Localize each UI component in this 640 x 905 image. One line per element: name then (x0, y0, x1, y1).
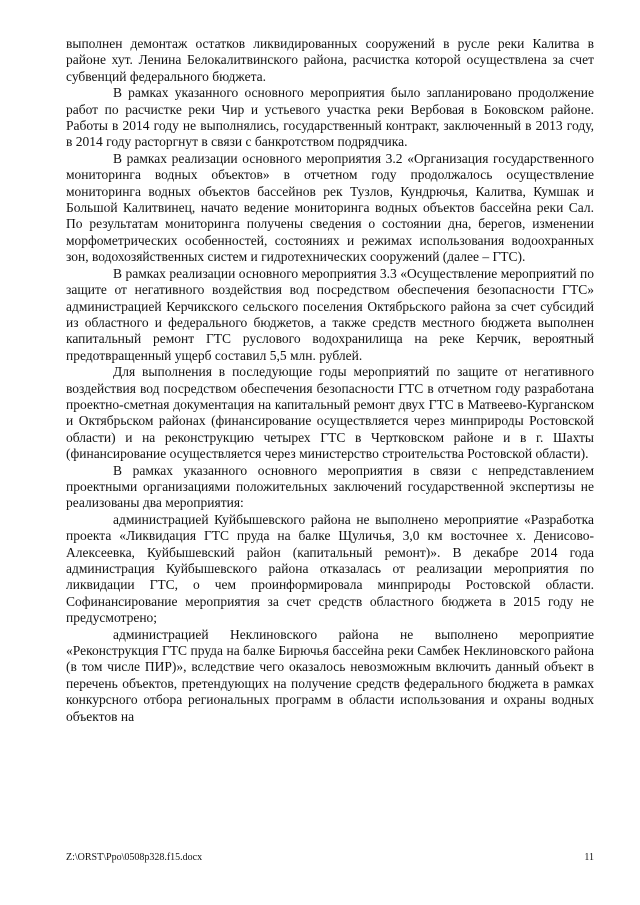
paragraph-not-implemented: В рамках указанного основного мероприятия в связи с непредставлением проектными организациями положительных заключений государственной экспертизы не реализованы два мероприятия: (66, 462, 594, 511)
paragraph-protection-3-3: В рамках реализации основного мероприятия 3.3 «Осуществление мероприятий по защите от негативного воздействия вод посредством обеспечения безопасности ГТС» администрацией Керчикского сельского поселения Октябрьского района за счет субсидий из областного и федерального бюджетов, а также средств местного бюджета выполнен капитальный ремонт ГТС руслового водохранилища на реке Керчик, вероятный предотвращенный ущерб составил 5,5 млн. рублей. (66, 265, 594, 363)
paragraph-kuibyshevsky: администрацией Куйбышевского района не выполнено мероприятие «Разработка проекта «Ликвидация ГТС пруда на балке Щуличья, 3,0 км восточнее х. Денисово-Алексеевка, Куйбышевский район (капитальный ремонт)». В декабре 2014 года администрация Куйбышевского района отказалась от реализации мероприятия по ликвидации ГТС, о чем проинформировала минприроды Ростовской области. Софинансирование мероприятия за счет средств областного бюджета в 2015 году не предусмотрено; (66, 511, 594, 626)
paragraph-continuation: выполнен демонтаж остатков ликвидированных сооружений в русле реки Калитва в районе хут. Ленина Белокалитвинского района, расчистка которой осуществлена за счет субвенций федерального бюджета. (66, 36, 594, 84)
page-number: 11 (584, 852, 594, 863)
paragraph-river-chir: В рамках указанного основного мероприятия было запланировано продолжение работ по расчистке реки Чир и устьевого участка реки Вербовая в Боковском районе. Работы в 2014 году не выполнялись, государственный контракт, заключенный в 2013 году, в 2014 году расторгнут в связи с банкротством подрядчика. (66, 85, 594, 150)
paragraph-monitoring-3-2: В рамках реализации основного мероприятия 3.2 «Организация государственного мониторинга водных объектов» в отчетном году продолжалось осуществление мониторинга водных объектов бассейнов рек Тузлов, Кундрючья, Калитва, Кумшак и Большой Калитвинец, начато ведение мониторинга водных объектов бассейна реки Сал. По результатам мониторинга получены сведения о состоянии дна, берегов, изменении морфометрических особенностей, состояниях и режимах использования водоохранных зон, водохозяйственных систем и гидротехнических сооружений (далее – ГТС). (66, 150, 594, 265)
paragraph-design-documentation: Для выполнения в последующие годы мероприятий по защите от негативного воздействия вод посредством обеспечения безопасности ГТС в отчетном году разработана проектно-сметная документация на капитальный ремонт двух ГТС в Матвеево-Курганском и Октябрьском районах (финансирование осуществляется через минприроды Ростовской области) и на реконструкцию четырех ГТС в Чертковском районе и в г. Шахты (финансирование осуществляется через министерство строительства Ростовской области). (66, 364, 594, 462)
paragraph-neklinovsky: администрацией Неклиновского района не выполнено мероприятие «Реконструкция ГТС пруда на балке Бирючья бассейна реки Самбек Неклиновского района (в том числе ПИР)», вследствие чего оказалось невозможным включить данный объект в перечень объектов, претендующих на получение средств федерального бюджета в рамках конкурсного отбора региональных программ в области использования и охраны водных объектов на (66, 626, 594, 724)
footer-file-path: Z:\ORST\Ppo\0508p328.f15.docx (66, 852, 203, 863)
document-body (66, 36, 594, 725)
